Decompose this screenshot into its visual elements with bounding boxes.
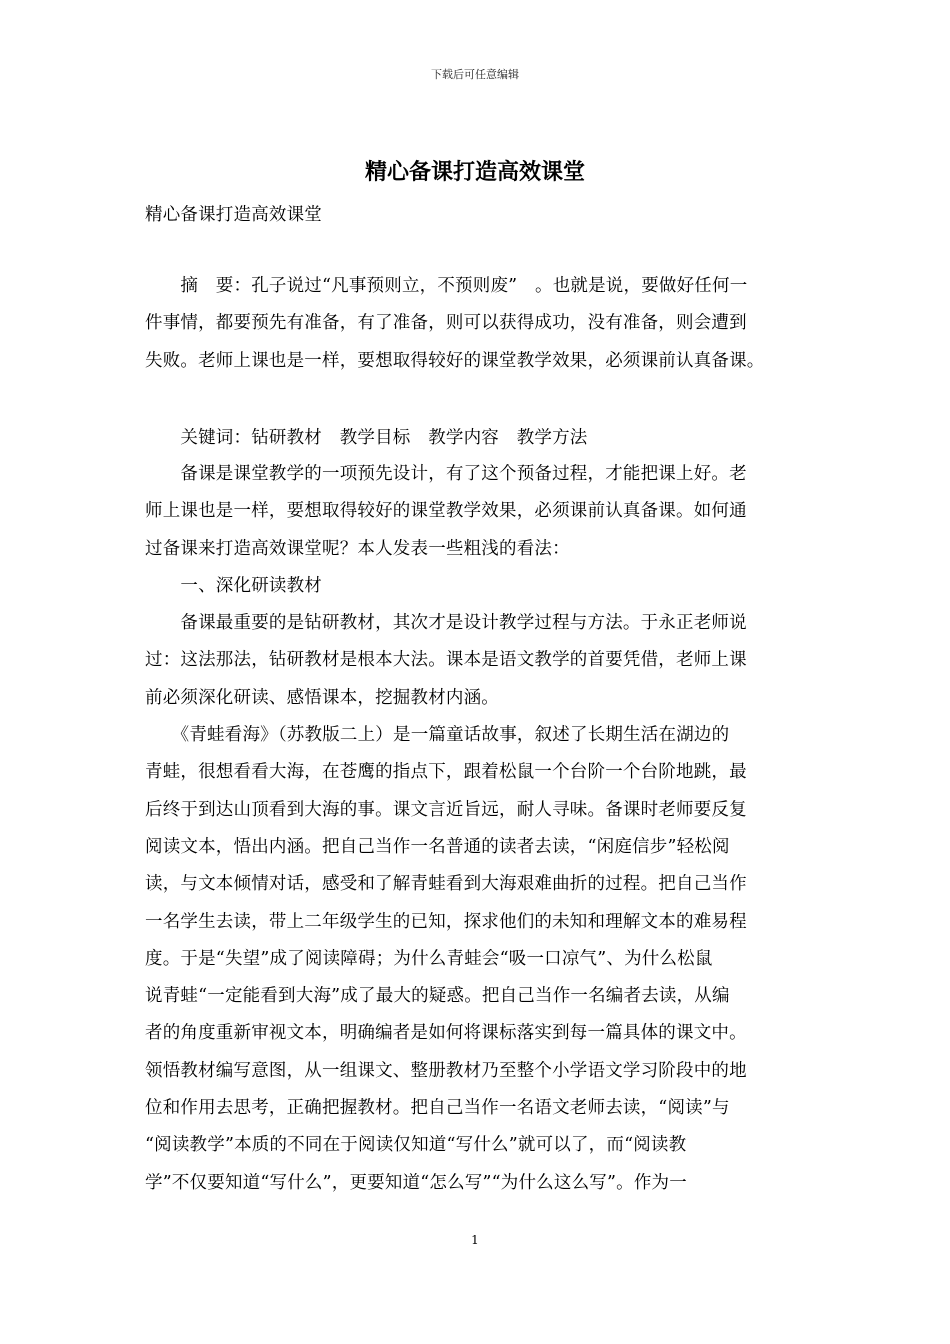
body-line: 师上课也是一样，要想取得较好的课堂教学效果，必须课前认真备课。如何通 [145, 501, 747, 522]
section-heading: 一、深化研读教材 [145, 575, 322, 596]
body-line: “阅读教学”本质的不同在于阅读仅知道“写什么”就可以了，而“阅读教 [145, 1135, 687, 1156]
body-line: 学”不仅要知道“写什么”，更要知道“怎么写”“为什么这么写”。作为一 [145, 1172, 687, 1193]
body-line: 青蛙，很想看看大海，在苍鹰的指点下，跟着松鼠一个台阶一个台阶地跳，最 [145, 762, 747, 783]
document-subtitle [145, 197, 815, 234]
body-line: 备课最重要的是钻研教材，其次才是设计教学过程与方法。于永正老师说 [145, 613, 747, 634]
body-line: 过：这法那法，钻研教材是根本大法。课本是语文教学的首要凭借，老师上课 [145, 650, 747, 671]
body-line: 备课是课堂教学的一项预先设计，有了这个预备过程，才能把课上好。老 [145, 464, 747, 484]
keywords-line: 关键词：钻研教材 教学目标 教学内容 教学方法 [145, 428, 588, 448]
body-line: 读，与文本倾情对话，感受和了解青蛙看到大海艰难曲折的过程。把自己当作 [145, 874, 747, 895]
abstract-line: 摘 要：孔子说过“凡事预则立，不预则废” 。也就是说，要做好任何一 [145, 276, 748, 296]
body-line: 过备课来打造高效课堂呢？本人发表一些粗浅的看法： [145, 538, 570, 559]
document-title: 精心备课打造高效课堂 [364, 159, 585, 185]
abstract-paragraph [145, 268, 815, 380]
body-line: 后终于到达山顶看到大海的事。课文言近旨远，耐人寻味。备课时老师要反复 [145, 799, 747, 820]
body-line: 前必须深化研读、感悟课本，挖掘教材内涵。 [145, 687, 499, 708]
abstract-line: 件事情，都要预先有准备，有了准备，则可以获得成功，没有准备，则会遭到 [145, 313, 747, 334]
body-line: 度。于是“失望”成了阅读障碍；为什么青蛙会“吸一口凉气”、为什么松鼠 [145, 948, 713, 969]
body-line: 阅读文本，悟出内涵。把自己当作一名普通的读者去读，“闲庭信步”轻松阅 [145, 836, 730, 857]
keywords-paragraph [145, 420, 815, 457]
body-line: 说青蛙“一定能看到大海”成了最大的疑惑。把自己当作一名编者去读，从编 [145, 986, 730, 1007]
subtitle-text: 精心备课打造高效课堂 [145, 205, 322, 225]
body-line: 者的角度重新审视文本，明确编者是如何将课标落实到每一篇具体的课文中。 [145, 1023, 747, 1044]
page-number: 1 [471, 1233, 479, 1247]
body-line: 《青蛙看海》（苏教版二上）是一篇童话故事，叙述了长期生活在湖边的 [145, 725, 730, 746]
body-line: 一名学生去读，带上二年级学生的已知，探求他们的未知和理解文本的难易程 [145, 911, 747, 932]
header-note: 下载后可任意编辑 [431, 68, 519, 81]
abstract-line: 失败。老师上课也是一样，要想取得较好的课堂教学效果，必须课前认真备课。 [145, 350, 765, 371]
body-line: 位和作用去思考，正确把握教材。把自己当作一名语文老师去读，“阅读”与 [145, 1098, 730, 1119]
body-line: 领悟教材编写意图，从一组课文、整册教材乃至整个小学语文学习阶段中的地 [145, 1060, 747, 1081]
main-body [145, 456, 815, 1202]
